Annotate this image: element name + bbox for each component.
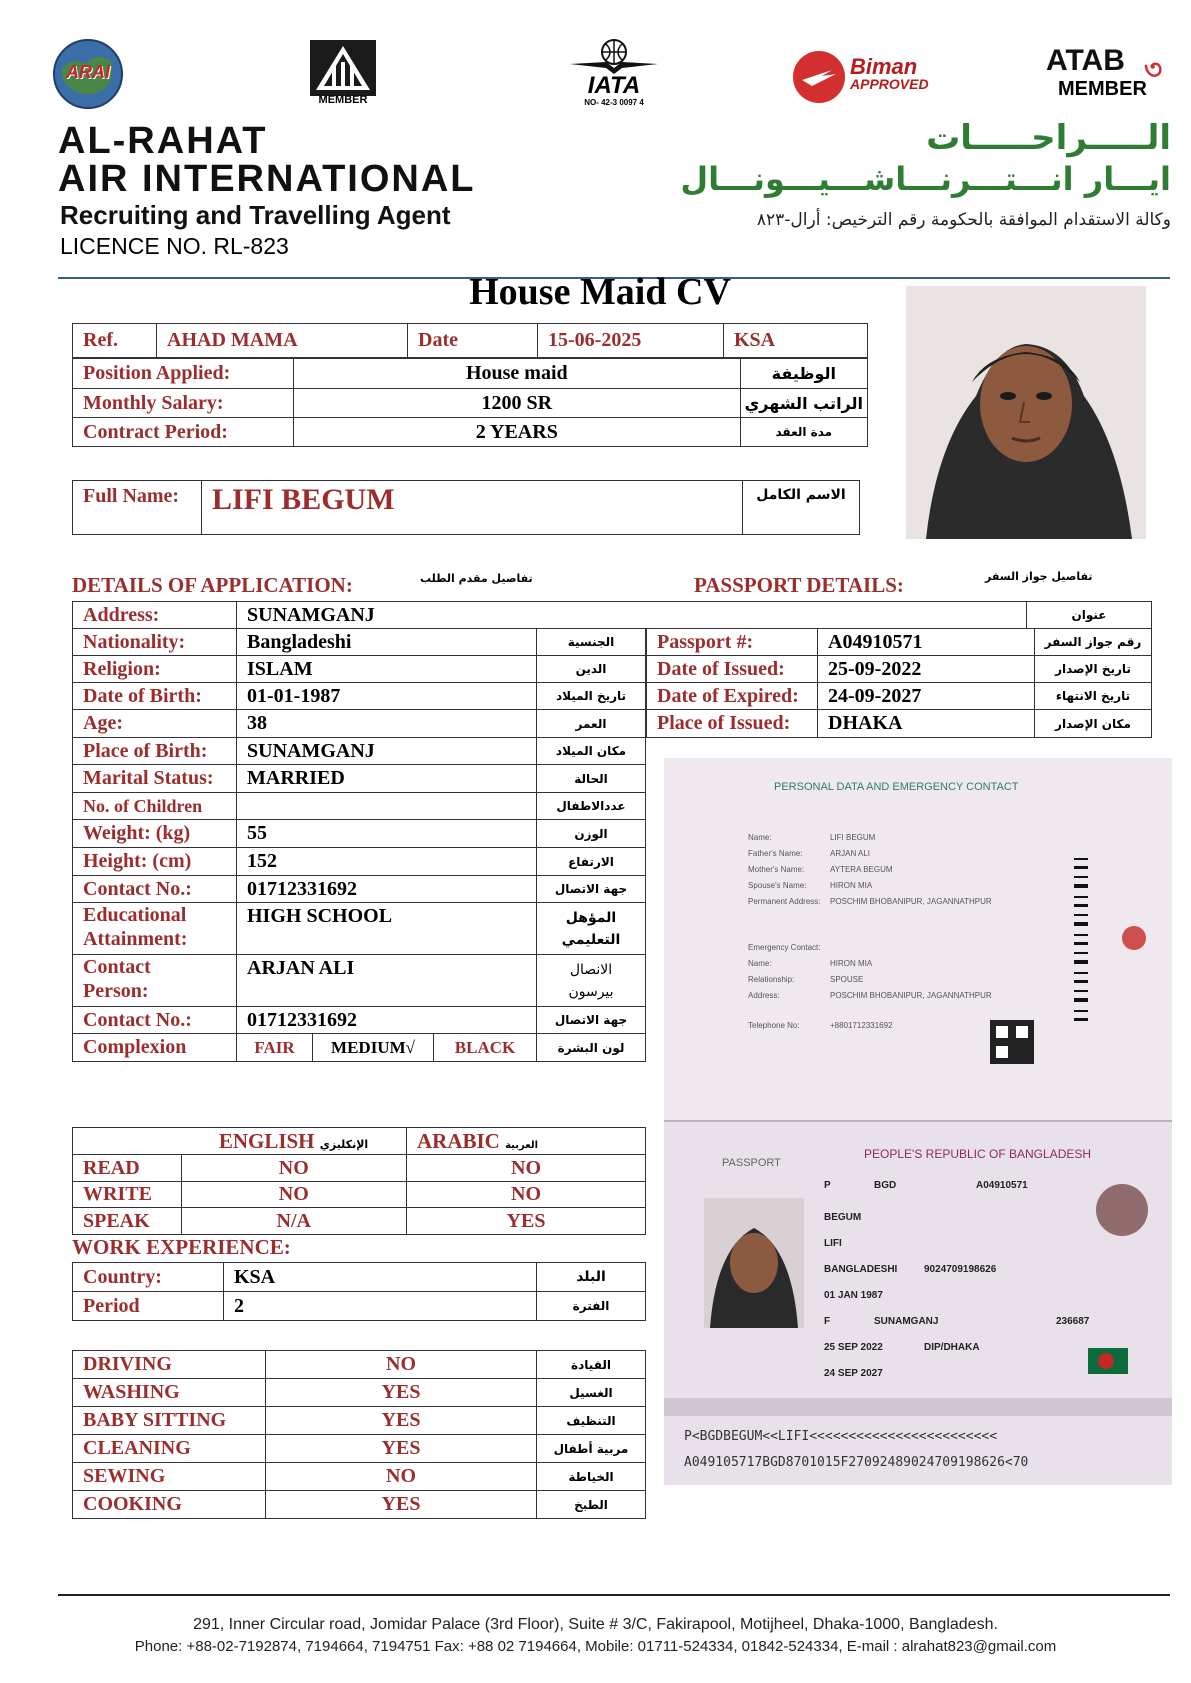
- svg-text:A04910571: A04910571: [976, 1180, 1028, 1191]
- contact-person-value: ARJAN ALI: [237, 955, 537, 1007]
- skill-sewing-arabic: الخياطة: [537, 1463, 646, 1491]
- svg-text:Telephone No:: Telephone No:: [748, 1021, 800, 1030]
- height-label: Height: (cm): [73, 848, 237, 876]
- position-arabic: الوظيفة: [740, 359, 867, 389]
- svg-text:Spouse's Name:: Spouse's Name:: [748, 881, 807, 890]
- salary-label: Monthly Salary:: [73, 389, 294, 418]
- biman-logo: [792, 50, 942, 106]
- svg-text:Mother's Name:: Mother's Name:: [748, 865, 805, 874]
- svg-text:PEOPLE'S REPUBLIC OF BANGLADES: PEOPLE'S REPUBLIC OF BANGLADESH: [864, 1147, 1092, 1161]
- work-country-label: Country:: [73, 1263, 224, 1292]
- svg-text:24 SEP 2027: 24 SEP 2027: [824, 1368, 883, 1379]
- education-value: HIGH SCHOOL: [237, 903, 537, 955]
- svg-text:BGD: BGD: [874, 1180, 897, 1191]
- english-arabic: الإنكليزي: [319, 1137, 369, 1151]
- svg-text:PERSONAL DATA AND EMERGENCY CO: PERSONAL DATA AND EMERGENCY CONTACT: [774, 781, 1019, 793]
- education-arabic-line2: التعليمي: [561, 931, 621, 948]
- atab-emblem-icon: ৩: [1144, 53, 1163, 86]
- skill-baby-sitting-arabic: التنظيف: [537, 1407, 646, 1435]
- work-period-label: Period: [73, 1292, 224, 1321]
- company-tagline: Recruiting and Travelling Agent: [60, 200, 451, 230]
- address-table: [72, 601, 1152, 629]
- svg-text:POSCHIM BHOBANIPUR, JAGANNATHP: POSCHIM BHOBANIPUR, JAGANNATHPUR: [830, 897, 992, 906]
- education-arabic: [537, 903, 646, 955]
- place-issued-arabic: مكان الإصدار: [1035, 710, 1152, 738]
- arabic-label: ARABIC: [417, 1128, 500, 1153]
- svg-text:BANGLADESHI: BANGLADESHI: [824, 1264, 898, 1275]
- nationality-value: Bangladeshi: [237, 629, 537, 656]
- skill-cooking-value: YES: [266, 1491, 537, 1519]
- issued-value: 25-09-2022: [818, 656, 1035, 683]
- company-name-arabic-line1: الـــــراحـــــات: [926, 118, 1171, 158]
- contact-no2-value: 01712331692: [237, 1007, 537, 1034]
- contact-person-label-line2: Person:: [83, 980, 149, 1002]
- contract-arabic: مدة العقد: [740, 418, 867, 447]
- height-value: 152: [237, 848, 537, 876]
- passport-number-label: Passport #:: [647, 629, 818, 656]
- complexion-fair: FAIR: [237, 1034, 313, 1062]
- write-arabic-value: NO: [407, 1182, 646, 1208]
- complexion-label: Complexion: [73, 1034, 237, 1062]
- svg-text:AYTERA BEGUM: AYTERA BEGUM: [830, 865, 893, 874]
- atab-text: ATAB: [1046, 44, 1125, 77]
- nationality-arabic: الجنسية: [537, 629, 646, 656]
- date-label: Date: [408, 324, 538, 358]
- age-arabic: العمر: [537, 710, 646, 738]
- english-header: [181, 1128, 407, 1155]
- passport-number-arabic: رقم جواز السفر: [1035, 629, 1152, 656]
- place-issued-label: Place of Issued:: [647, 710, 818, 738]
- pob-label: Place of Birth:: [73, 738, 237, 765]
- atab-logo: [1046, 44, 1176, 104]
- skill-cooking-arabic: الطبخ: [537, 1491, 646, 1519]
- application-heading: DETAILS OF APPLICATION:: [72, 573, 353, 597]
- contact-person-arabic-line2: بيرسون: [568, 983, 614, 1000]
- passport-table: [646, 628, 1152, 738]
- application-heading-arabic: تفاصيل مقدم الطلب: [420, 572, 533, 585]
- position-value: House maid: [294, 359, 741, 389]
- ref-label: Ref.: [73, 324, 157, 358]
- religion-arabic: الدين: [537, 656, 646, 683]
- nationality-label: Nationality:: [73, 629, 237, 656]
- svg-text:P: P: [824, 1180, 831, 1191]
- children-label: No. of Children: [73, 793, 237, 820]
- education-label-line1: Educational: [83, 904, 187, 926]
- passport-number-value: A04910571: [818, 629, 1035, 656]
- dob-label: Date of Birth:: [73, 683, 237, 710]
- issued-label: Date of Issued:: [647, 656, 818, 683]
- education-label-line2: Attainment:: [83, 928, 188, 950]
- work-country-arabic: البلد: [537, 1263, 646, 1292]
- biman-text: Biman: [850, 54, 918, 79]
- application-table: [72, 628, 646, 1062]
- expired-arabic: تاريخ الانتهاء: [1035, 683, 1152, 710]
- address-arabic: عنوان: [1027, 602, 1152, 629]
- passport-scan-image: [664, 758, 1172, 1485]
- contact-no2-arabic: جهة الاتصال: [537, 1007, 646, 1034]
- work-period-arabic: الفترة: [537, 1292, 646, 1321]
- footer-divider: [58, 1594, 1170, 1596]
- complexion-arabic: لون البشرة: [537, 1034, 646, 1062]
- children-arabic: عددالاطفال: [537, 793, 646, 820]
- skill-cleaning-value: YES: [266, 1435, 537, 1463]
- svg-text:01 JAN 1987: 01 JAN 1987: [824, 1290, 883, 1301]
- contact-no2-label: Contact No.:: [73, 1007, 237, 1034]
- age-label: Age:: [73, 710, 237, 738]
- svg-text:SUNAMGANJ: SUNAMGANJ: [874, 1316, 939, 1327]
- religion-value: ISLAM: [237, 656, 537, 683]
- company-arabic-licence: وكالة الاستقدام الموافقة بالحكومة رقم الترخيص: أرال-٨٢٣: [756, 210, 1171, 230]
- salary-value: 1200 SR: [294, 389, 741, 418]
- religion-label: Religion:: [73, 656, 237, 683]
- read-english-value: NO: [181, 1155, 407, 1182]
- marital-label: Marital Status:: [73, 765, 237, 793]
- weight-label: Weight: (kg): [73, 820, 237, 848]
- svg-text:ARJAN ALI: ARJAN ALI: [830, 849, 871, 858]
- aaira-member-text: MEMBER: [318, 94, 368, 106]
- contact-person-label: [73, 955, 237, 1007]
- contact-no-arabic: جهة الاتصال: [537, 876, 646, 903]
- skills-table: [72, 1350, 646, 1519]
- skill-washing-value: YES: [266, 1379, 537, 1407]
- contact-person-arabic: [537, 955, 646, 1007]
- write-english-value: NO: [181, 1182, 407, 1208]
- weight-value: 55: [237, 820, 537, 848]
- destination-country: KSA: [724, 324, 868, 358]
- read-label: READ: [73, 1155, 182, 1182]
- dob-arabic: تاريخ الميلاد: [537, 683, 646, 710]
- weight-arabic: الوزن: [537, 820, 646, 848]
- aaira-logo: [310, 40, 376, 106]
- svg-text:HIRON MIA: HIRON MIA: [830, 881, 873, 890]
- svg-text:P<BGDBEGUM<<LIFI<<<<<<<<<<<<<<: P<BGDBEGUM<<LIFI<<<<<<<<<<<<<<<<<<<<<<<<: [684, 1429, 998, 1444]
- iata-number: NO- 42-3 0097 4: [584, 98, 644, 107]
- skill-washing-arabic: الغسيل: [537, 1379, 646, 1407]
- contact-no-value: 01712331692: [237, 876, 537, 903]
- skill-cooking-label: COOKING: [73, 1491, 266, 1519]
- arabic-header: [407, 1128, 646, 1155]
- language-header-spacer: [73, 1128, 182, 1155]
- date-value: 15-06-2025: [538, 324, 724, 358]
- read-arabic-value: NO: [407, 1155, 646, 1182]
- job-table: [72, 358, 868, 447]
- applicant-photo: [906, 286, 1146, 539]
- skill-sewing-value: NO: [266, 1463, 537, 1491]
- ref-table: [72, 323, 868, 358]
- contact-person-label-line1: Contact: [83, 956, 151, 978]
- svg-text:SPOUSE: SPOUSE: [830, 975, 864, 984]
- svg-text:25 SEP 2022: 25 SEP 2022: [824, 1342, 883, 1353]
- page-title: House Maid CV: [469, 271, 731, 313]
- svg-text:POSCHIM BHOBANIPUR, JAGANNATHP: POSCHIM BHOBANIPUR, JAGANNATHPUR: [830, 991, 992, 1000]
- pob-arabic: مكان الميلاد: [537, 738, 646, 765]
- skill-driving-value: NO: [266, 1351, 537, 1379]
- contact-person-arabic-line1: الانصال: [569, 961, 613, 978]
- licence-number: LICENCE NO. RL-823: [60, 233, 289, 259]
- complexion-black: BLACK: [434, 1034, 537, 1062]
- svg-text:Name:: Name:: [748, 833, 772, 842]
- skill-baby-sitting-value: YES: [266, 1407, 537, 1435]
- skill-sewing-label: SEWING: [73, 1463, 266, 1491]
- full-name-label: Full Name:: [73, 481, 202, 535]
- speak-label: SPEAK: [73, 1208, 182, 1235]
- dob-value: 01-01-1987: [237, 683, 537, 710]
- place-issued-value: DHAKA: [818, 710, 1035, 738]
- iata-logo: [566, 38, 662, 108]
- education-label: [73, 903, 237, 955]
- svg-text:HIRON MIA: HIRON MIA: [830, 959, 873, 968]
- expired-value: 24-09-2027: [818, 683, 1035, 710]
- speak-arabic-value: YES: [407, 1208, 646, 1235]
- svg-text:A049105717BGD8701015F270924890: A049105717BGD8701015F27092489024709198626<70: [684, 1455, 1029, 1470]
- svg-text:Emergency Contact:: Emergency Contact:: [748, 943, 821, 952]
- company-name-line2: AIR INTERNATIONAL: [58, 158, 476, 200]
- work-experience-heading: WORK EXPERIENCE:: [72, 1235, 291, 1259]
- svg-text:Address:: Address:: [748, 991, 780, 1000]
- address-label: Address:: [73, 602, 237, 629]
- work-period-value: 2: [224, 1292, 537, 1321]
- education-arabic-line1: المؤهل: [565, 909, 617, 926]
- company-name-arabic-line2: ايـــار انـــتـــرنـــاشـــيـــونـــال: [680, 160, 1171, 198]
- skill-baby-sitting-label: BABY SITTING: [73, 1407, 266, 1435]
- svg-text:BEGUM: BEGUM: [824, 1212, 862, 1223]
- height-arabic: الارتفاع: [537, 848, 646, 876]
- svg-text:+8801712331692: +8801712331692: [830, 1021, 893, 1030]
- svg-text:LIFI BEGUM: LIFI BEGUM: [830, 833, 876, 842]
- write-label: WRITE: [73, 1182, 182, 1208]
- work-country-value: KSA: [224, 1263, 537, 1292]
- pob-value: SUNAMGANJ: [237, 738, 537, 765]
- footer-contact: Phone: +88-02-7192874, 7194664, 7194751 Fax: +88 02 7194664, Mobile: 01711-524334, 01842-524334, E-mail : alrahat823@gmail.com: [134, 1638, 1057, 1655]
- svg-text:Permanent Address:: Permanent Address:: [748, 897, 821, 906]
- expired-label: Date of Expired:: [647, 683, 818, 710]
- full-name-table: [72, 480, 860, 535]
- arabic-arabic: العربية: [505, 1139, 539, 1151]
- age-value: 38: [237, 710, 537, 738]
- skill-driving-arabic: القيادة: [537, 1351, 646, 1379]
- arai-logo-text: ARAI: [66, 62, 110, 82]
- children-value: [237, 793, 537, 820]
- full-name-value: LIFI BEGUM: [202, 481, 743, 535]
- contract-value: 2 YEARS: [294, 418, 741, 447]
- marital-value: MARRIED: [237, 765, 537, 793]
- skill-cleaning-arabic: مربية أطفال: [537, 1435, 646, 1463]
- contact-no-label: Contact No.:: [73, 876, 237, 903]
- company-name-line1: AL-RAHAT: [58, 120, 268, 162]
- atab-member-text: MEMBER: [1058, 78, 1147, 100]
- salary-arabic: الراتب الشهري: [740, 389, 867, 418]
- work-table: [72, 1262, 646, 1321]
- speak-english-value: N/A: [181, 1208, 407, 1235]
- skill-washing-label: WASHING: [73, 1379, 266, 1407]
- full-name-arabic: الاسم الكامل: [743, 481, 860, 535]
- svg-text:F: F: [824, 1316, 831, 1327]
- english-label: ENGLISH: [218, 1128, 315, 1153]
- svg-text:Relationship:: Relationship:: [748, 975, 795, 984]
- svg-text:PASSPORT: PASSPORT: [722, 1157, 781, 1169]
- svg-text:Name:: Name:: [748, 959, 772, 968]
- svg-text:9024709198626: 9024709198626: [924, 1264, 997, 1275]
- ref-value: AHAD MAMA: [157, 324, 408, 358]
- address-value: SUNAMGANJ: [237, 602, 1027, 629]
- complexion-medium: MEDIUM√: [313, 1034, 434, 1062]
- marital-arabic: الحالة: [537, 765, 646, 793]
- passport-heading: PASSPORT DETAILS:: [694, 573, 904, 597]
- skill-driving-label: DRIVING: [73, 1351, 266, 1379]
- skill-cleaning-label: CLEANING: [73, 1435, 266, 1463]
- svg-text:LIFI: LIFI: [824, 1238, 842, 1249]
- passport-heading-arabic: تفاصيل جواز السفر: [985, 570, 1093, 583]
- biman-approved-text: APPROVED: [850, 76, 929, 92]
- iata-text: IATA: [587, 72, 641, 99]
- position-label: Position Applied:: [73, 359, 294, 389]
- svg-text:Father's Name:: Father's Name:: [748, 849, 803, 858]
- svg-text:DIP/DHAKA: DIP/DHAKA: [924, 1342, 980, 1353]
- footer-address: 291, Inner Circular road, Jomidar Palace (3rd Floor), Suite # 3/C, Fakirapool, Motijheel, Dhaka-1000, Bangladesh.: [193, 1616, 998, 1633]
- arai-logo: [52, 38, 124, 110]
- contract-label: Contract Period:: [73, 418, 294, 447]
- language-table: [72, 1127, 646, 1235]
- issued-arabic: تاريخ الإصدار: [1035, 656, 1152, 683]
- svg-text:236687: 236687: [1056, 1316, 1090, 1327]
